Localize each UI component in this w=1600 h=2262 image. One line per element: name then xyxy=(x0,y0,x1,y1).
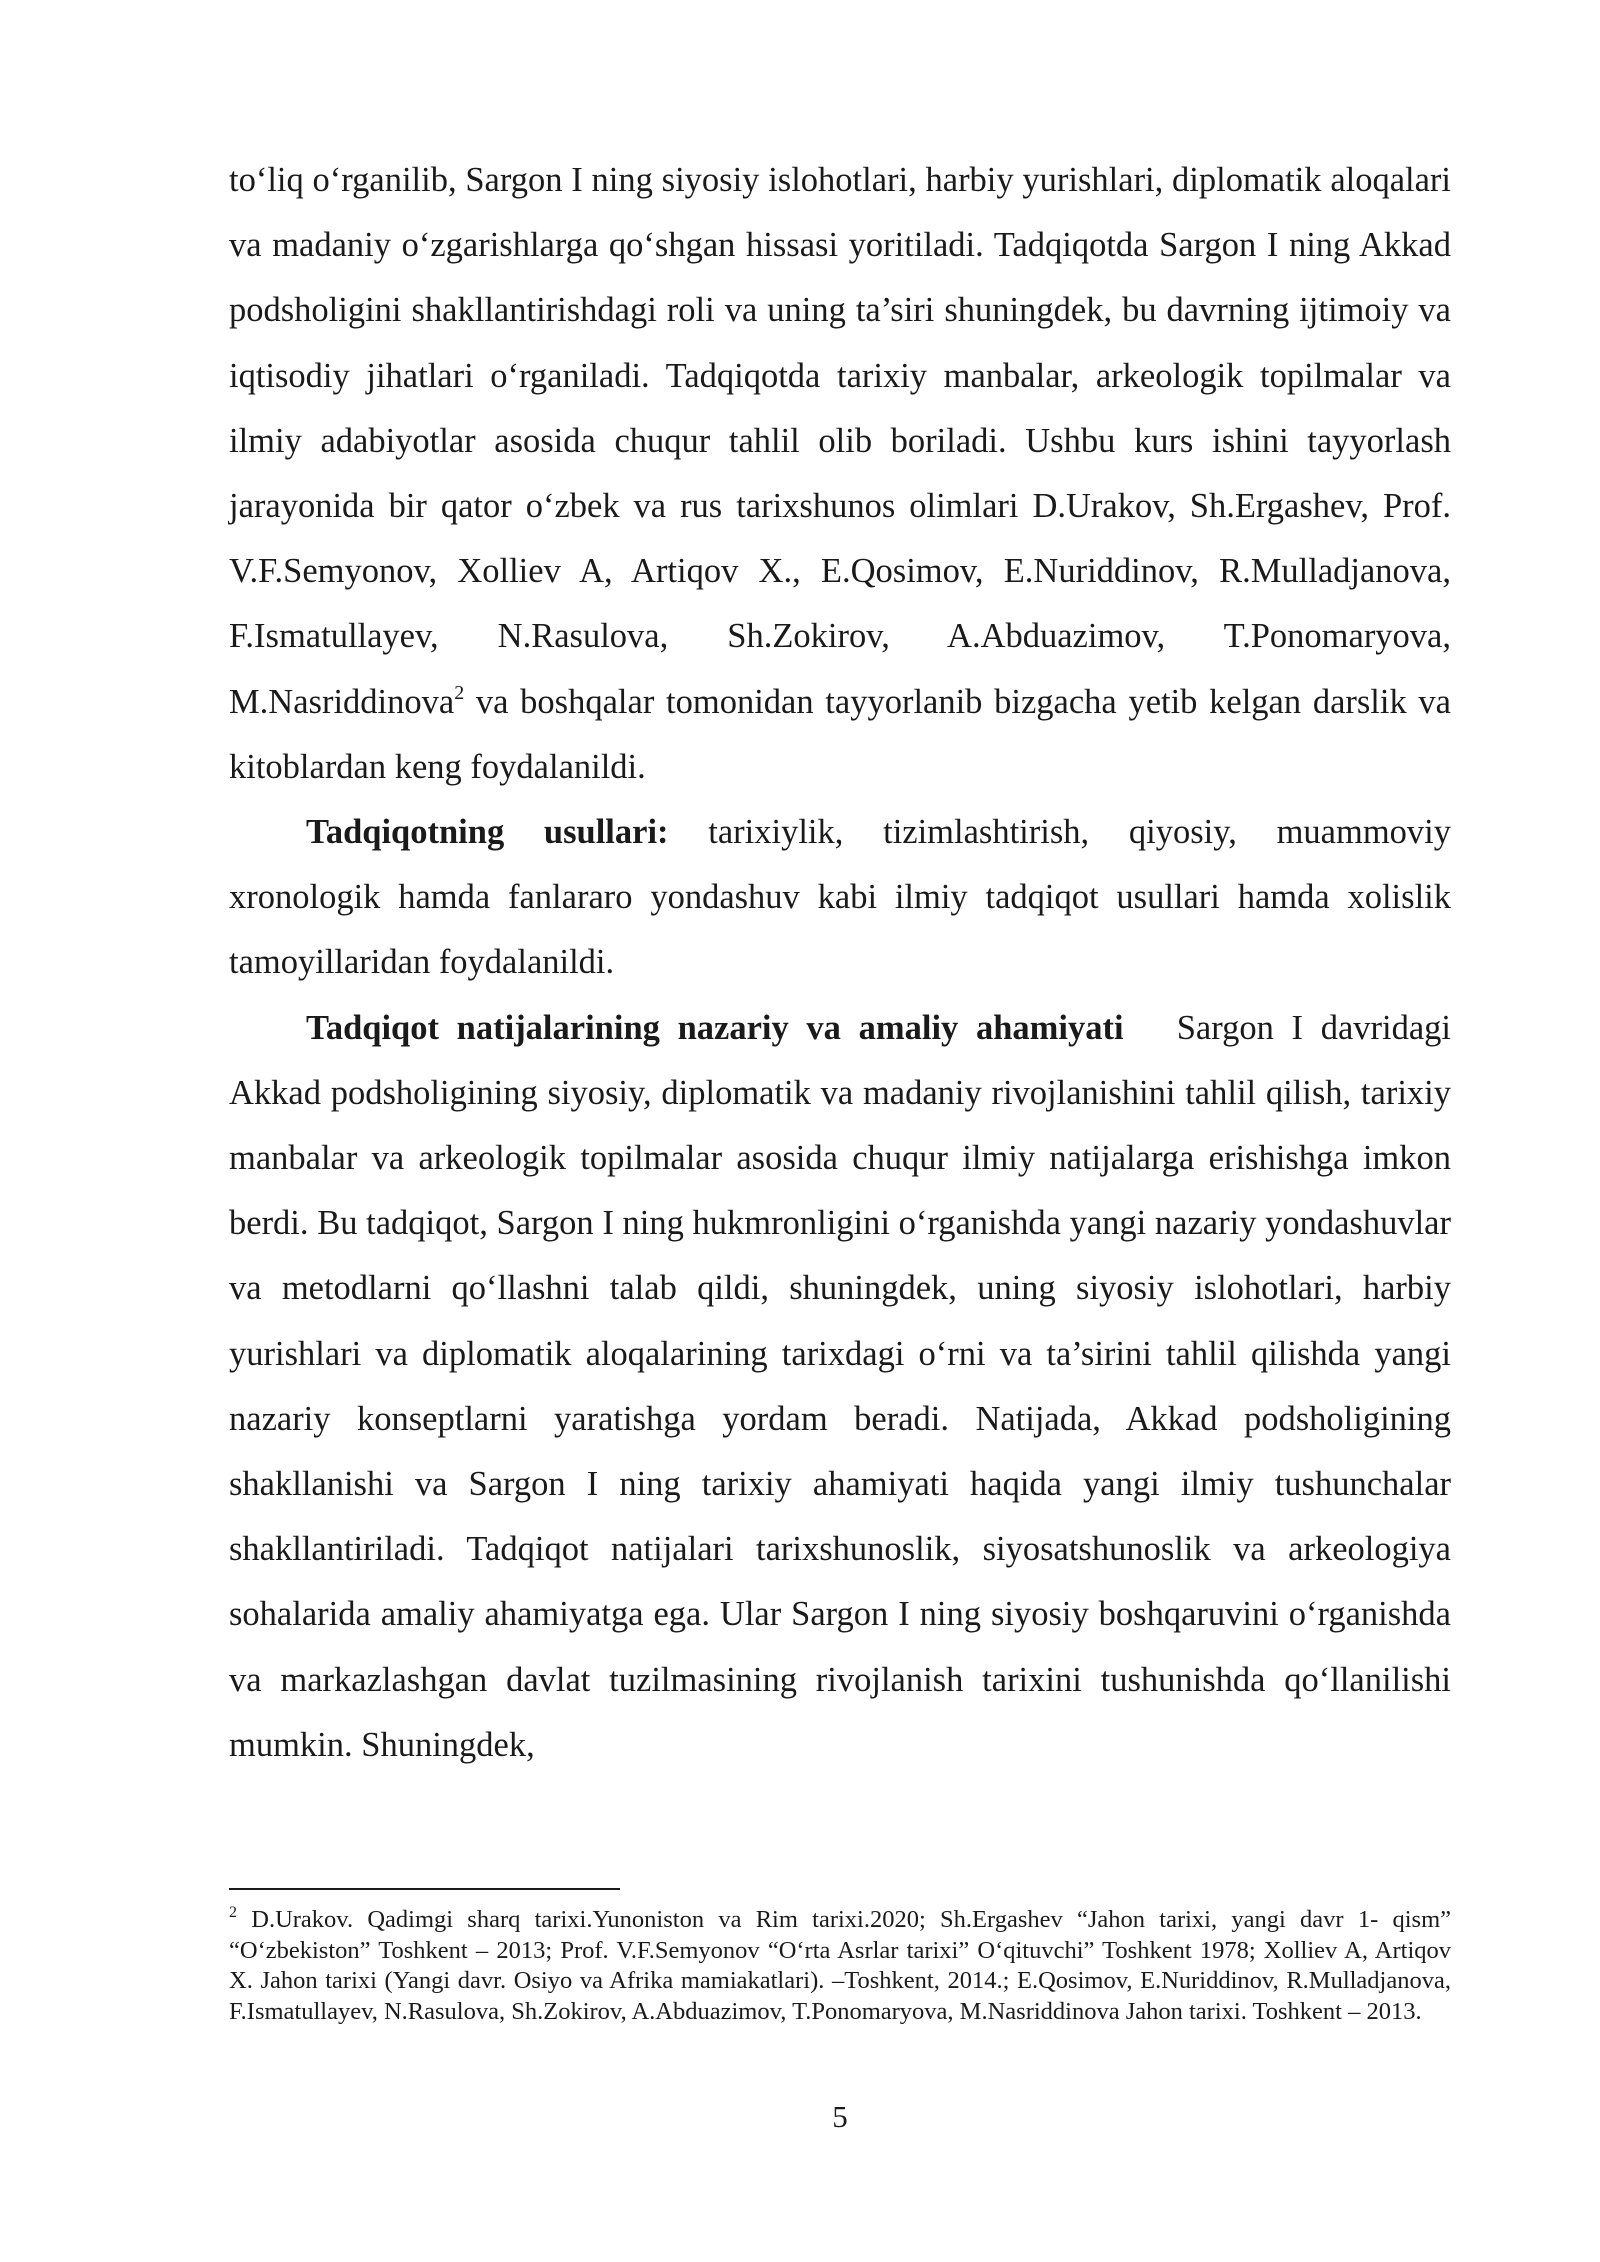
footnote-reference[interactable]: 2 xyxy=(454,681,465,704)
paragraph-methods xyxy=(229,800,1451,996)
paragraph-text: va boshqalar tomonidan tayyorlanib bizgacha yetib kelgan darslik va kitoblardan keng foydalanildi. xyxy=(229,682,1451,786)
page-body xyxy=(229,148,1460,1778)
footnote-divider xyxy=(229,1888,620,1890)
footnote-text: D.Urakov. Qadimgi sharq tarixi.Yunoniston va Rim tarixi.2020; Sh.Ergashev “Jahon tarixi, yangi davr 1- qism” “O‘zbekiston” Toshkent – 2013; Prof. V.F.Semyonov “O‘rta Asrlar tarixi” O‘qituvchi” Toshkent 1978; Xolliev A, Artiqov X. Jahon tarixi (Yangi davr. Osiyo va Afrika mamiakatlari). –Toshkent, 2014.; E.Qosimov, E.Nuriddinov, R.Mulladjanova, F.Ismatullayev, N.Rasulova, Sh.Zokirov, A.Abduazimov, T.Ponomaryova, M.Nasriddinova Jahon tarixi. Toshkent – 2013. xyxy=(229,1906,1451,2025)
section-heading-methods: Tadqiqotning usullari: xyxy=(306,813,669,852)
footnote xyxy=(229,1905,1451,2027)
paragraph-text: to‘liq o‘rganilib, Sargon I ning siyosiy islohotlari, harbiy yurishlari, diplomatik aloqalari va madaniy o‘zgarishlarga qo‘shgan hissasi yoritiladi. Tadqiqotda Sargon I ning Akkad podsholigini shakllantirishdagi roli va uning ta’siri shuningdek, bu davrning ijtimoiy va iqtisodiy jihatlari o‘rganiladi. Tadqiqotda tarixiy manbalar, arkeologik topilmalar va ilmiy adabiyotlar asosida chuqur tahlil olib boriladi. Ushbu kurs ishini tayyorlash jarayonida bir qator o‘zbek va rus tarixshunos olimlari D.Urakov, Sh.Ergashev, Prof. V.F.Semyonov, Xolliev A, Artiqov X., E.Qosimov, E.Nuriddinov, R.Mulladjanova, F.Ismatullayev, N.Rasulova, Sh.Zokirov, A.Abduazimov, T.Ponomaryova, M.Nasriddinova xyxy=(229,161,1451,721)
section-heading-significance: Tadqiqot natijalarining nazariy va amaliy ahamiyati xyxy=(306,1008,1124,1047)
paragraph-significance xyxy=(229,996,1460,1778)
paragraph-introduction xyxy=(229,148,1451,800)
page-number: 5 xyxy=(832,2099,848,2134)
paragraph-text: tarixiylik, tizimlashtirish, qiyosiy, muammoviy xronologik hamda fanlararo yondashuv kabi ilmiy tadqiqot usullari hamda xolislik tamoyillaridan foydalanildi. xyxy=(229,813,1451,982)
paragraph-text: Sargon I davridagi Akkad podsholigining siyosiy, diplomatik va madaniy rivojlanishini tahlil qilish, tarixiy manbalar va arkeologik topilmalar asosida chuqur ilmiy natijalarga erishishga imkon berdi. Bu tadqiqot, Sargon I ning hukmronligini o‘rganishda yangi nazariy yondashuvlar va metodlarni qo‘llashni talab qildi, shuningdek, uning siyosiy islohotlari, harbiy yurishlari va diplomatik aloqalarining tarixdagi o‘rni va ta’sirini tahlil qilishda yangi nazariy konseptlarni yaratishga yordam beradi. Natijada, Akkad podsholigining shakllanishi va Sargon I ning tarixiy ahamiyati haqida yangi ilmiy tushunchalar shakllantiriladi. Tadqiqot natijalari tarixshunoslik, siyosatshunoslik va arkeologiya sohalarida amaliy ahamiyatga ega. Ular Sargon I ning siyosiy boshqaruvini o‘rganishda va markazlashgan davlat tuzilmasining rivojlanish tarixini tushunishda qo‘llanilishi mumkin. Shuningdek, xyxy=(229,1008,1460,1764)
footnote-number: 2 xyxy=(229,1904,237,1921)
